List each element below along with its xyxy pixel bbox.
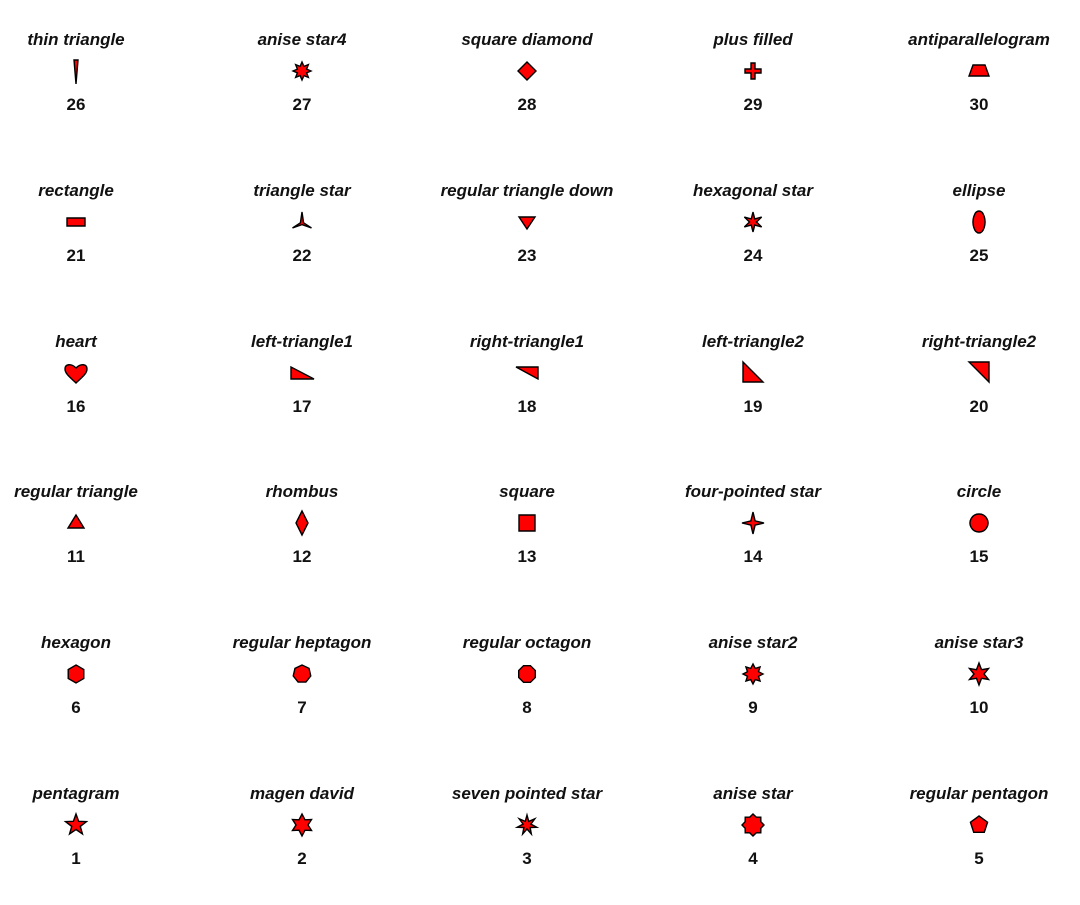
marker-number: 15	[969, 547, 989, 566]
marker-name: pentagram	[32, 784, 120, 803]
regular-pentagon-icon	[964, 810, 994, 840]
hexagonal-star-icon	[738, 207, 768, 237]
marker-name: regular octagon	[462, 633, 592, 652]
marker-name: anise star2	[708, 633, 798, 652]
marker-name: anise star4	[257, 30, 347, 49]
marker-cell	[643, 482, 863, 592]
marker-number: 30	[969, 95, 989, 114]
marker-cell	[869, 30, 1080, 140]
marker-name: rhombus	[265, 482, 339, 501]
marker-cell	[0, 181, 186, 291]
right-triangle2-icon	[964, 358, 994, 388]
marker-name: seven pointed star	[451, 784, 603, 803]
thin-triangle-shape	[74, 60, 78, 84]
marker-number: 2	[297, 849, 307, 868]
marker-cell	[417, 332, 637, 442]
marker-cell	[869, 181, 1080, 291]
left-triangle1-shape	[291, 367, 314, 379]
marker-number: 16	[66, 397, 86, 416]
anise-star3-icon	[964, 659, 994, 689]
marker-number: 28	[517, 95, 537, 114]
marker-cell	[643, 332, 863, 442]
marker-number: 29	[743, 95, 763, 114]
ellipse-shape	[973, 211, 985, 233]
regular-heptagon-icon	[287, 659, 317, 689]
marker-cell	[643, 633, 863, 743]
rectangle-icon	[61, 207, 91, 237]
marker-number: 23	[517, 246, 537, 265]
marker-number: 27	[292, 95, 312, 114]
left-triangle2-shape	[743, 362, 763, 382]
pentagram-shape	[66, 814, 87, 834]
marker-cell	[192, 482, 412, 592]
antiparallelogram-icon	[964, 56, 994, 86]
marker-name: ellipse	[952, 181, 1006, 200]
marker-name: antiparallelogram	[908, 30, 1050, 49]
magen-david-icon	[287, 810, 317, 840]
anise-star-icon	[738, 810, 768, 840]
marker-cell	[192, 30, 412, 140]
marker-cell	[192, 332, 412, 442]
marker-name: hexagon	[41, 633, 111, 652]
marker-number: 25	[969, 246, 989, 265]
marker-cell	[417, 482, 637, 592]
marker-cell	[192, 181, 412, 291]
marker-name: triangle star	[253, 181, 351, 200]
marker-name: regular triangle down	[440, 181, 614, 200]
marker-number: 24	[743, 246, 763, 265]
regular-triangle-down-shape	[519, 217, 535, 229]
seven-pointed-star-shape	[517, 815, 537, 834]
marker-name: four-pointed star	[685, 482, 821, 501]
marker-name: right-triangle1	[469, 332, 585, 351]
marker-name: circle	[956, 482, 1002, 501]
marker-number: 22	[292, 246, 312, 265]
triangle-star-icon	[287, 207, 317, 237]
marker-cell	[0, 30, 186, 140]
square-icon	[512, 508, 542, 538]
hexagon-icon	[61, 659, 91, 689]
marker-name: heart	[55, 332, 97, 351]
rectangle-shape	[67, 218, 85, 226]
four-pointed-star-shape	[742, 512, 764, 534]
marker-number: 17	[292, 397, 312, 416]
left-triangle1-icon	[287, 358, 317, 388]
marker-number: 21	[66, 246, 86, 265]
square-shape	[519, 515, 535, 531]
hexagon-shape	[68, 665, 84, 683]
triangle-star-shape	[293, 212, 312, 228]
marker-number: 13	[517, 547, 537, 566]
marker-number: 1	[71, 849, 81, 868]
marker-number: 5	[974, 849, 984, 868]
marker-number: 6	[71, 698, 81, 717]
rhombus-icon	[287, 508, 317, 538]
marker-number: 4	[748, 849, 758, 868]
marker-number: 26	[66, 95, 86, 114]
marker-name: left-triangle2	[701, 332, 805, 351]
marker-number: 10	[969, 698, 989, 717]
circle-shape	[970, 514, 988, 532]
marker-cell	[0, 633, 186, 743]
marker-cell	[869, 482, 1080, 592]
thin-triangle-icon	[61, 56, 91, 86]
marker-name: square	[499, 482, 555, 501]
heart-shape	[65, 365, 87, 383]
marker-name: hexagonal star	[693, 181, 813, 200]
marker-cell	[643, 784, 863, 894]
marker-cell	[869, 784, 1080, 894]
marker-name: square diamond	[461, 30, 593, 49]
marker-cell	[417, 784, 637, 894]
right-triangle1-icon	[512, 358, 542, 388]
anise-star-shape	[742, 814, 764, 836]
marker-number: 9	[748, 698, 758, 717]
anise-star2-icon	[738, 659, 768, 689]
marker-cell	[192, 784, 412, 894]
hexagonal-star-shape	[744, 212, 761, 232]
marker-cell	[643, 181, 863, 291]
marker-number: 20	[969, 397, 989, 416]
four-pointed-star-icon	[738, 508, 768, 538]
marker-number: 12	[292, 547, 312, 566]
anise-star4-icon	[287, 56, 317, 86]
pentagram-icon	[61, 810, 91, 840]
marker-name: regular heptagon	[232, 633, 372, 652]
ellipse-icon	[964, 207, 994, 237]
marker-name: anise star3	[934, 633, 1024, 652]
heart-icon	[61, 358, 91, 388]
square-diamond-shape	[518, 62, 536, 80]
regular-triangle-shape	[68, 515, 84, 528]
magen-david-shape	[292, 814, 311, 836]
plus-filled-shape	[745, 63, 761, 79]
marker-name: anise star	[713, 784, 793, 803]
anise-star4-shape	[293, 62, 311, 80]
marker-name: left-triangle1	[250, 332, 354, 351]
marker-name: magen david	[250, 784, 354, 803]
marker-number: 14	[743, 547, 763, 566]
anise-star3-shape	[969, 663, 988, 685]
antiparallelogram-shape	[969, 65, 989, 76]
marker-cell	[0, 482, 186, 592]
marker-number: 7	[297, 698, 307, 717]
marker-cell	[643, 30, 863, 140]
marker-number: 19	[743, 397, 763, 416]
square-diamond-icon	[512, 56, 542, 86]
marker-number: 18	[517, 397, 537, 416]
marker-cell	[417, 30, 637, 140]
marker-cell	[192, 633, 412, 743]
regular-heptagon-shape	[293, 665, 311, 682]
marker-cell	[0, 784, 186, 894]
marker-name: thin triangle	[27, 30, 125, 49]
marker-name: right-triangle2	[921, 332, 1037, 351]
right-triangle1-shape	[516, 367, 538, 379]
regular-triangle-down-icon	[512, 207, 542, 237]
rhombus-shape	[296, 511, 308, 535]
regular-octagon-shape	[519, 666, 536, 683]
marker-number: 11	[67, 547, 85, 566]
marker-name: plus filled	[713, 30, 793, 49]
regular-triangle-icon	[61, 508, 91, 538]
marker-name: regular triangle	[14, 482, 138, 501]
marker-number: 3	[522, 849, 532, 868]
marker-name: regular pentagon	[909, 784, 1049, 803]
seven-pointed-star-icon	[512, 810, 542, 840]
anise-star2-shape	[743, 664, 763, 684]
marker-cell	[417, 633, 637, 743]
marker-cell	[0, 332, 186, 442]
regular-pentagon-shape	[970, 816, 987, 832]
marker-number: 8	[522, 698, 532, 717]
marker-cell	[869, 633, 1080, 743]
left-triangle2-icon	[738, 358, 768, 388]
circle-icon	[964, 508, 994, 538]
right-triangle2-shape	[969, 362, 989, 382]
marker-name: rectangle	[38, 181, 114, 200]
marker-cell	[417, 181, 637, 291]
marker-cell	[869, 332, 1080, 442]
regular-octagon-icon	[512, 659, 542, 689]
plus-filled-icon	[738, 56, 768, 86]
